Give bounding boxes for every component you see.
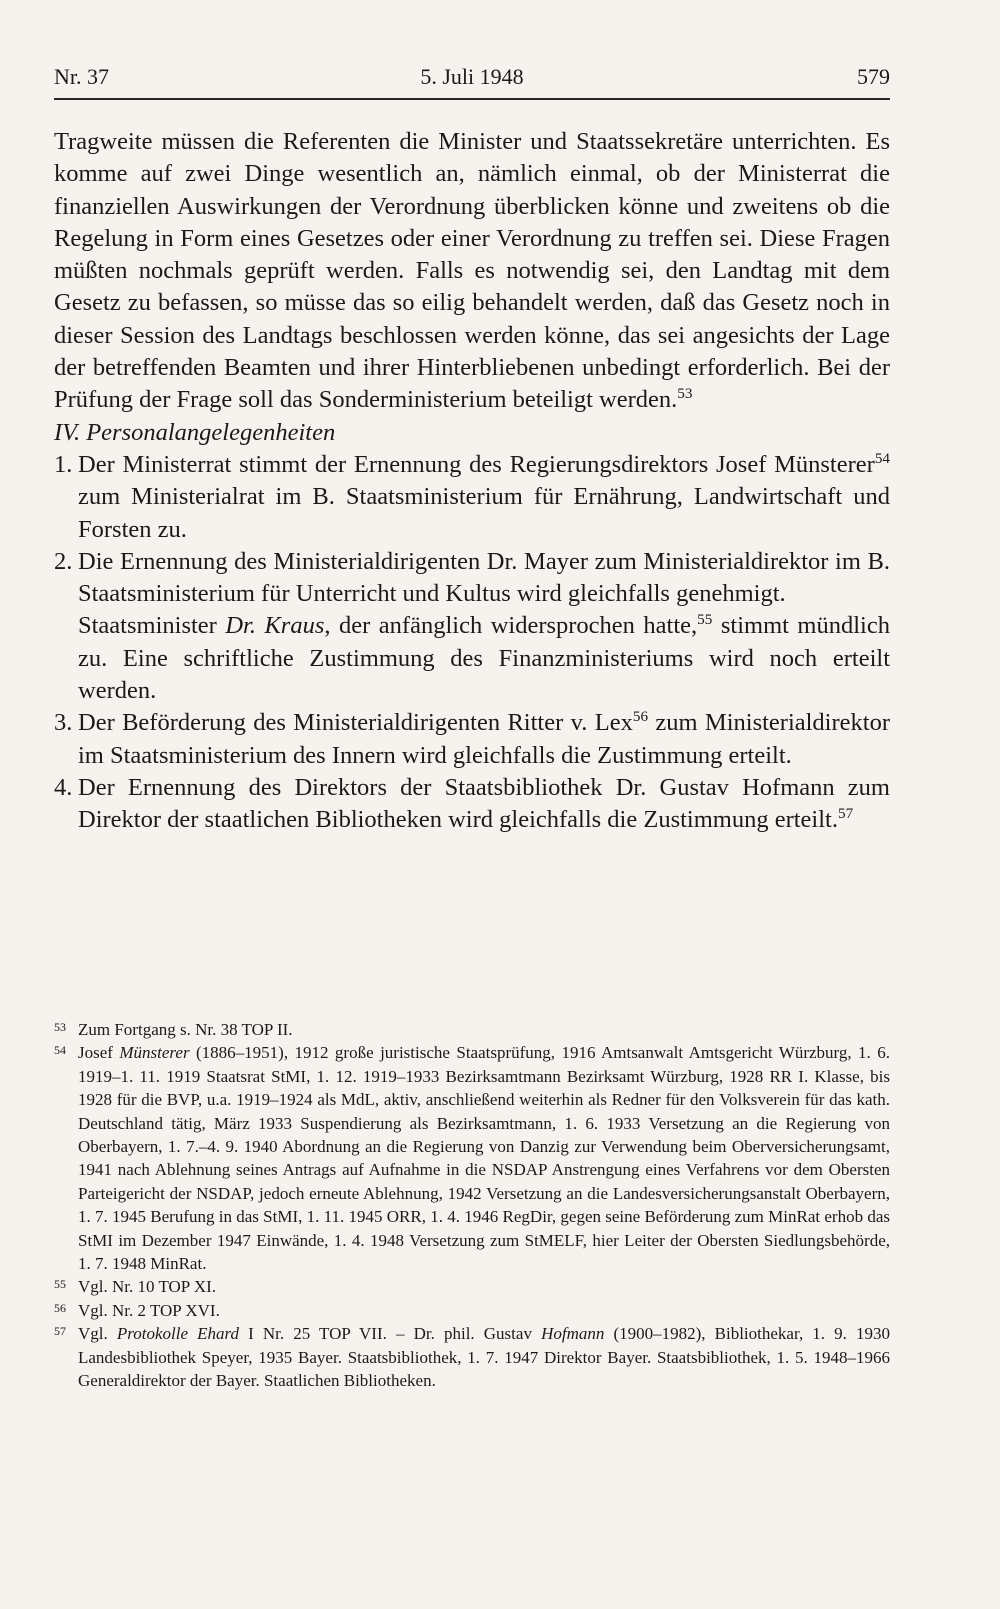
footnote-number: 55 — [54, 1277, 66, 1292]
list-number: 4. — [54, 773, 73, 801]
publication-title: Protokolle Ehard — [116, 1324, 239, 1344]
personnel-list — [54, 449, 890, 837]
footnote-56 — [54, 1299, 890, 1322]
footnote-53 — [54, 1018, 890, 1041]
footnote-57 — [54, 1322, 890, 1392]
footnote-ref-55[interactable]: 55 — [697, 611, 713, 629]
list-number: 1. — [54, 450, 73, 478]
footnote-ref-56[interactable]: 56 — [632, 708, 649, 726]
list-text: Der Ministerrat stimmt der Ernennung des Regierungsdirektors Josef Münsterer$^{54}$ zum Ministerialrat im B. Staatsministerium für Ernährung, Landwirtschaft und Forsten zu. — [78, 449, 890, 543]
person-name: Hofmann — [541, 1324, 605, 1344]
footnote-ref-53[interactable]: 53 — [677, 385, 693, 403]
footnote-number: 57 — [54, 1324, 66, 1339]
header-date: 5. Juli 1948 — [420, 64, 524, 89]
running-header — [54, 64, 890, 100]
list-text: Die Ernennung des Ministerialdirigenten Dr. Mayer zum Ministerialdirektor im B. Staatsministerium für Unterricht und Kultus wird gleichfalls genehmigt. — [78, 547, 890, 608]
paragraph: Tragweite müssen die Referenten die Minister und Staatssekretäre unterrichten. Es komme auf zwei Dinge wesentlich an, nämlich einmal, ob der Ministerrat die finanziellen Auswirkungen der Verordnung überblicken könne und zweitens ob die Regelung in Form eines Gesetzes oder einer Verordnung zu treffen sei. Diese Fragen müßten nochmals geprüft werden. Falls es notwendig sei, den Landtag mit dem Gesetz zu befassen, so müsse das so eilig behandelt werden, daß das Gesetz noch in dieser Session des Landtags beschlossen werden könne, das sei angesichts der Lage der betreffenden Beamten und ihrer Hinterbliebenen unbedingt erforderlich. Bei der Prüfung der Frage soll das Sonderministerium beteiligt werden.$^{53}$ — [54, 128, 890, 414]
footnote-ref-57[interactable]: 57 — [837, 805, 854, 823]
footnote-54 — [54, 1041, 890, 1275]
footnote-text: Vgl. Protokolle Ehard I Nr. 25 TOP VII. – Dr. phil. Gustav Hofmann (1900–1982), Bibliothekar, 1. 9. 1930 Landesbibliothek Speyer, 1935 Bayer. Staatsbibliothek, 1. 7. 1947 Direktor Bayer. Staatsbibliothek, 1. 5. 1948–1966 Generaldirektor der Bayer. Staatlichen Bibliotheken. — [78, 1324, 891, 1391]
page-number: 579 — [857, 64, 890, 89]
footnote-text: Vgl. Nr. 2 TOP XVI. — [78, 1300, 220, 1320]
list-item-2 — [54, 546, 890, 611]
list-item-2-continuation: Staatsminister Dr. Kraus, der anfänglich widersprochen hatte,$^{55}$ stimmt mündlich zu. Eine schriftliche Zustimmung des Finanzministeriums wird noch erteilt werden. — [78, 611, 890, 705]
person-name: Münsterer — [119, 1043, 190, 1063]
section-heading: IV. Personalangelegenheiten — [54, 418, 336, 446]
person-name: Dr. Kraus — [225, 612, 325, 640]
list-text: Der Beförderung des Ministerialdirigenten Ritter v. Lex$^{56}$ zum Ministerialdirektor im Staatsministerium des Innern wird gleichfalls die Zustimmung erteilt. — [78, 708, 890, 769]
list-item-3 — [54, 707, 890, 772]
footnote-number: 54 — [54, 1043, 66, 1058]
footnote-number: 53 — [54, 1020, 66, 1034]
footnote-number: 56 — [54, 1300, 66, 1315]
list-item-1 — [54, 449, 890, 546]
footnote-ref-54[interactable]: 54 — [874, 449, 890, 467]
list-item-4 — [54, 772, 890, 837]
list-text: Der Ernennung des Direktors der Staatsbibliothek Dr. Gustav Hofmann zum Direktor der staatlichen Bibliotheken wird gleichfalls die Zustimmung erteilt.$^{57}$ — [78, 773, 890, 834]
issue-number: Nr. 37 — [54, 64, 109, 89]
main-text — [54, 126, 890, 837]
footnote-text: Vgl. Nr. 10 TOP XI. — [78, 1277, 217, 1297]
list-number: 3. — [54, 709, 73, 737]
footnote-text: Josef Münsterer (1886–1951), 1912 große juristische Staatsprüfung, 1916 Amtsanwalt Amtsgericht Würzburg, 1. 6. 1919–1. 11. 1919 Staatsrat StMI, 1. 12. 1919–1933 Bezirksamtmann Bezirksamt Würzburg, 1928 RR I. Klasse, bis 1928 für die BVP, u.a. 1919–1924 als MdL, aktiv, anschließend weiterhin als Redner für den Volksverein für das kath. Deutschland tätig, März 1933 Suspendierung als Bezirksamtmann, 1. 6. 1933 Versetzung an die Regierung von Oberbayern, 1. 7.–4. 9. 1940 Abordnung an die Regierung von Danzig zur Verwendung beim Oberversicherungsamt, 1941 nach Ablehnung seines Antrags auf Aufnahme in die NSDAP Anstrengung eines Verfahrens vor dem Obersten Parteigericht der NSDAP, jedoch erneute Ablehnung, 1942 Versetzung an die Landesversicherungsanstalt Oberbayern, 1. 7. 1945 Berufung in das StMI, 1. 11. 1945 ORR, 1. 4. 1946 RegDir, gegen seine Beförderung zum MinRat erhob das StMI im Dezember 1947 Einwände, 1. 4. 1948 Versetzung zum StMELF, hier Leiter der Obersten Siedlungsbehörde, 1. 7. 1948 MinRat. — [78, 1043, 890, 1274]
footnotes — [54, 1018, 890, 1393]
list-number: 2. — [54, 547, 73, 575]
footnote-text: Zum Fortgang s. Nr. 38 TOP II. — [78, 1020, 293, 1039]
footnote-55 — [54, 1275, 890, 1298]
